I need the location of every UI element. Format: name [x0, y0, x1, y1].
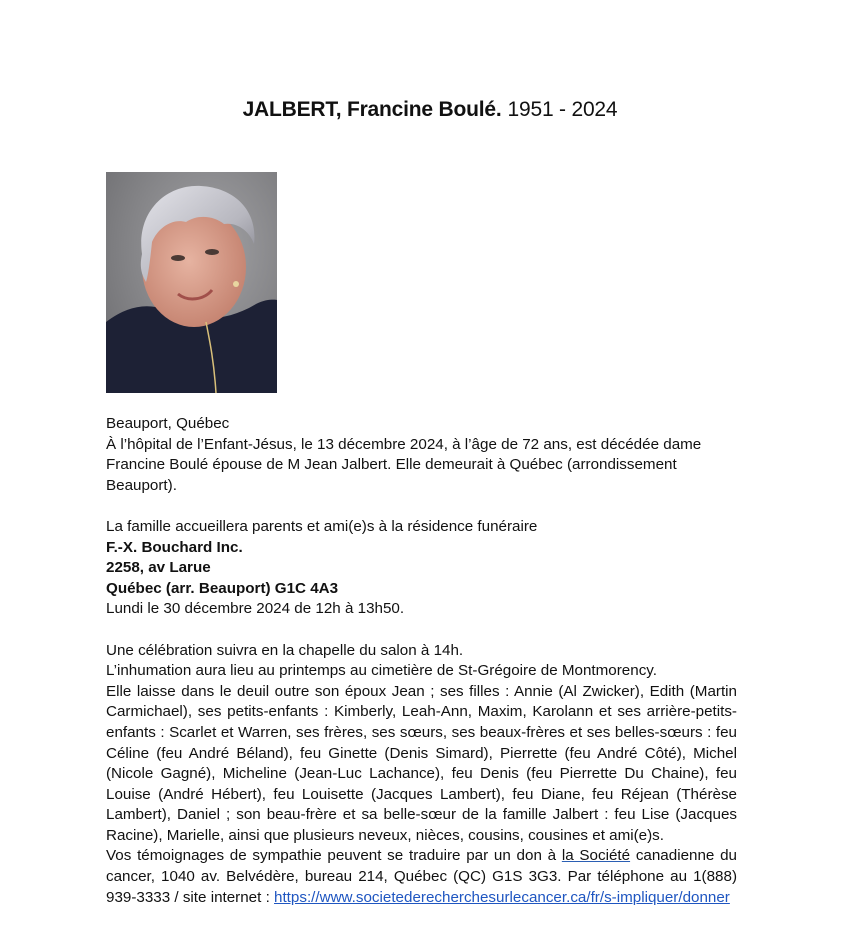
- funeral-home-name: F.-X. Bouchard Inc.: [106, 538, 243, 556]
- deceased-name: JALBERT, Francine Boulé.: [242, 98, 502, 121]
- spacer: [106, 620, 737, 641]
- location-line: Beauport, Québec: [106, 415, 230, 432]
- donation-text-after: canadienne du cancer, 1040 av. Belvédère, bureau 214, Québec (QC) G1S 3G3. Par téléphone au 1(888) 939-3333 / site internet :: [106, 847, 738, 906]
- portrait-photo: [106, 172, 277, 393]
- survivors-paragraph: Elle laisse dans le deuil outre son époux Jean ; ses filles : Annie (Al Zwicker), Edith (Martin Carmichael), ses petits-enfants : Kimberly, Leah-Ann, Maxim, Karolann et ses arrière-petits-enfants : Scarlet et Warren, ses frères, ses sœurs, ses beaux-frères et ses belles-sœurs : feu Céline (feu André Béland), feu Ginette (Denis Simard), Pierrette (feu André Côté), Michel (Nicole Gagné), Micheline (Jean-Luc Lachance), feu Denis (feu Pierrette Du Chaine), feu Louise (André Hébert), feu Louisette (Jacques Lambert), feu Diane, feu Réjean (Thérèse Lambert), Daniel ; son beau-frère et sa belle-sœur de la famille Jalbert : feu Lise (Jacques Racine), Marielle, ainsi que plusieurs neveux, nièces, cousins, cousines et ami(e)s.: [106, 682, 737, 844]
- burial-line: L’inhumation aura lieu au printemps au cimetière de St-Grégoire de Montmorency.: [106, 662, 657, 680]
- spacer: [106, 496, 737, 517]
- funeral-home-street: 2258, av Larue: [106, 559, 211, 577]
- death-notice-line-2: Francine Boulé épouse de M Jean Jalbert. Elle demeurait à Québec (arrondissement Beauport).: [106, 456, 677, 494]
- donation-text-before: Vos témoignages de sympathie peuvent se traduire par un don à: [106, 847, 562, 865]
- funeral-home-city: Québec (arr. Beauport) G1C 4A3: [106, 579, 339, 597]
- page-title: [0, 97, 860, 123]
- death-notice-line-1: À l’hôpital de l’Enfant-Jésus, le 13 décembre 2024, à l’âge de 72 ans, est décédée dame: [106, 435, 702, 453]
- celebration-line: Une célébration suivra en la chapelle du salon à 14h.: [106, 641, 464, 659]
- donation-society-underlined: la Société: [561, 847, 631, 865]
- family-intro: La famille accueillera parents et ami(e)s à la résidence funéraire: [106, 517, 538, 535]
- obituary-body: [106, 414, 737, 908]
- donation-link[interactable]: https://www.societederecherchesurlecancer.ca/fr/s-impliquer/donner: [274, 888, 730, 906]
- visitation-time: Lundi le 30 décembre 2024 de 12h à 13h50.: [106, 600, 405, 618]
- portrait-icon: [106, 172, 277, 393]
- life-years: 1951 - 2024: [507, 98, 618, 121]
- donation-paragraph: [106, 846, 737, 908]
